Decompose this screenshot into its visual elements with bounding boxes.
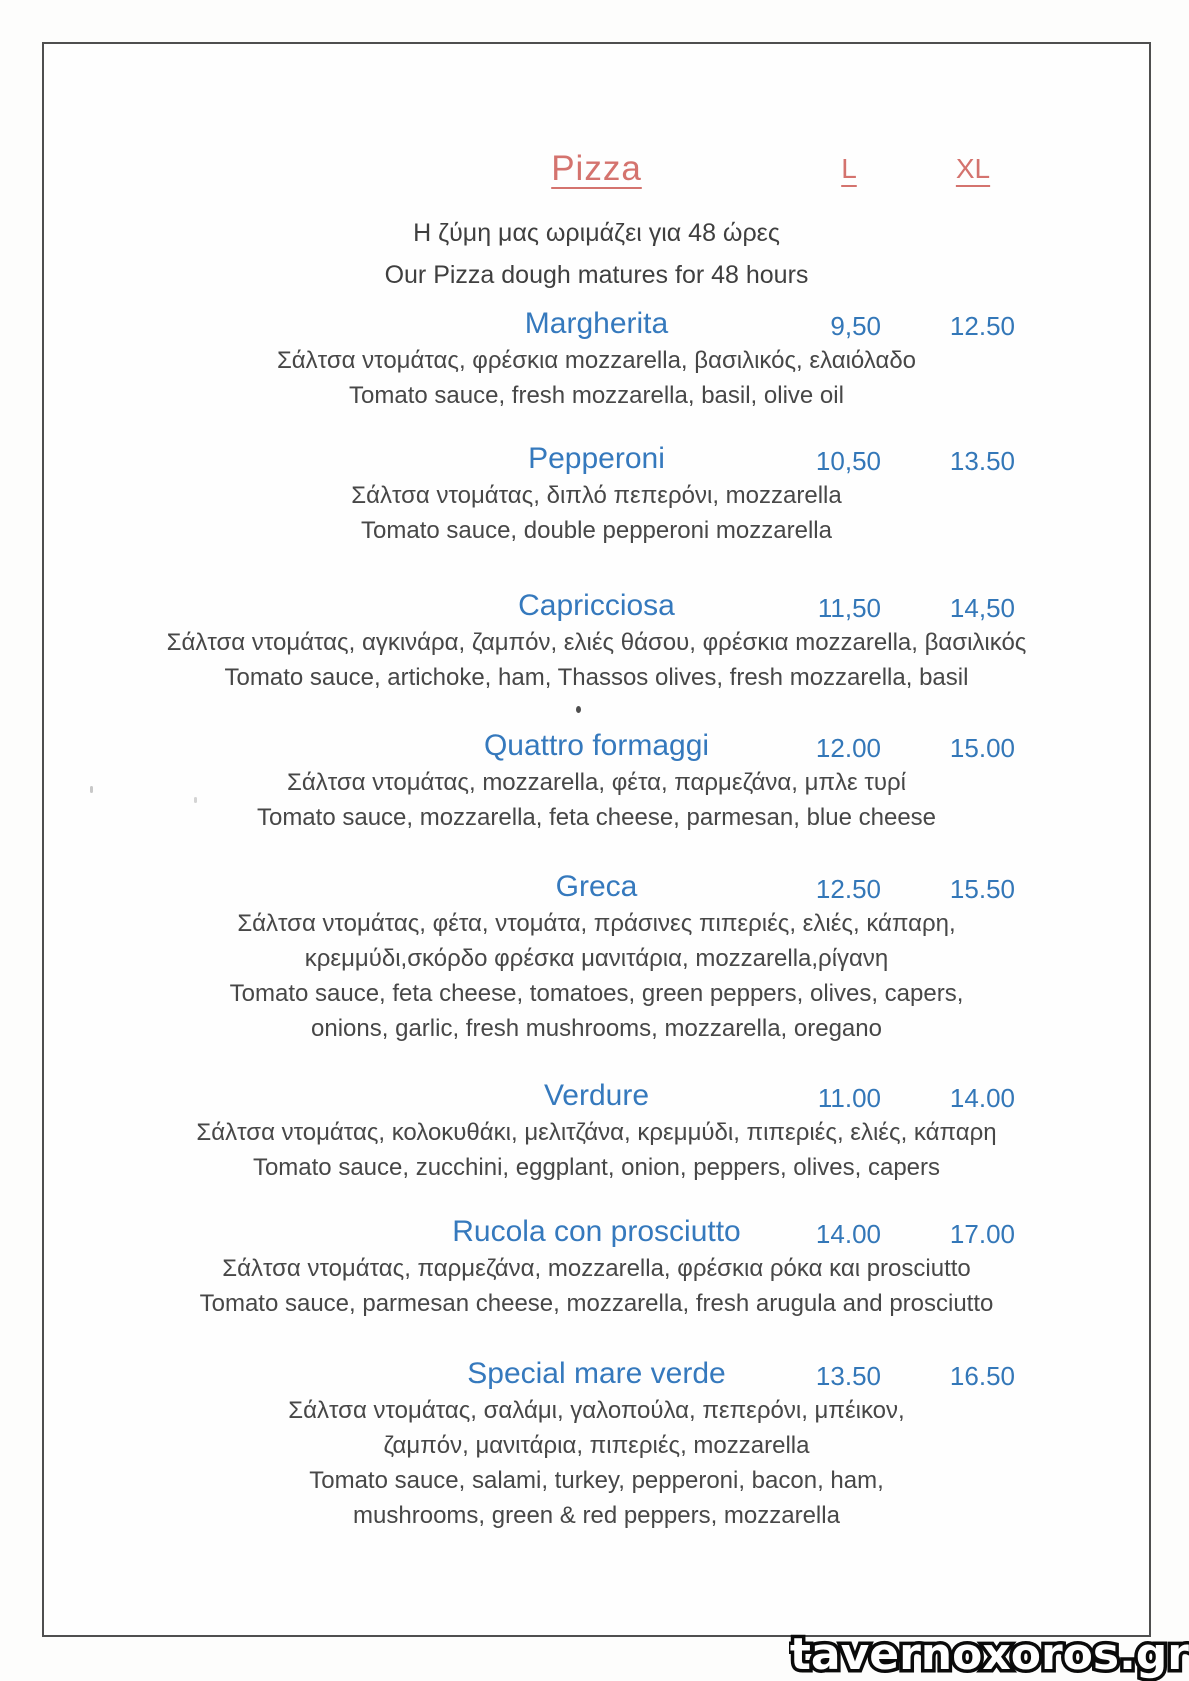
item-price-l: 9,50 [830, 311, 881, 341]
site-watermark [789, 1617, 1189, 1681]
dough-note-greek: Η ζύμη μας ωριμάζει για 48 ώρες [413, 219, 780, 247]
menu-item-quattro-formaggi [44, 727, 1149, 835]
item-desc-english: Tomato sauce, artichoke, ham, Thassos olives, fresh mozzarella, basil [224, 664, 969, 691]
size-column-header-xl: XL [955, 153, 991, 184]
item-price-l: 11,50 [817, 593, 881, 623]
item-desc-greek: Σάλτσα ντομάτας, σαλάμι, γαλοπούλα, πεπερόνι, μπέικον, [288, 1397, 905, 1424]
item-desc-english: Tomato sauce, zucchini, eggplant, onion, peppers, olives, capers [252, 1154, 941, 1181]
item-desc-english: mushrooms, green & red peppers, mozzarella [353, 1502, 840, 1529]
item-price-l: 12.00 [815, 733, 881, 763]
item-desc-greek: Σάλτσα ντομάτας, φέτα, ντομάτα, πράσινες πιπεριές, ελιές, κάπαρη, [237, 910, 956, 937]
item-price-xl: 16.50 [949, 1361, 1015, 1391]
menu-item-rucola-con-prosciutto [44, 1213, 1149, 1321]
item-price-xl: 14,50 [949, 593, 1015, 623]
item-name: Special mare verde [467, 1357, 726, 1390]
menu-item-pepperoni [44, 440, 1149, 548]
item-desc-english: Tomato sauce, parmesan cheese, mozzarella, fresh arugula and prosciutto [199, 1290, 994, 1317]
scan-artifact-dot [576, 706, 581, 713]
item-name: Margherita [524, 307, 669, 340]
menu-item-greca [44, 868, 1149, 1046]
item-price-l: 10,50 [815, 446, 881, 476]
item-name: Rucola con prosciutto [452, 1215, 741, 1248]
item-desc-english: Tomato sauce, feta cheese, tomatoes, green peppers, olives, capers, [229, 980, 964, 1007]
dough-note-english: Our Pizza dough matures for 48 hours [384, 261, 809, 289]
item-name: Capricciosa [518, 589, 675, 622]
item-desc-greek: Σάλτσα ντομάτας, παρμεζάνα, mozzarella, φρέσκια ρόκα και prosciutto [222, 1255, 971, 1282]
item-price-xl: 17.00 [949, 1219, 1015, 1249]
item-desc-english: Tomato sauce, fresh mozzarella, basil, olive oil [349, 382, 844, 409]
item-price-xl: 12.50 [949, 311, 1015, 341]
item-name: Quattro formaggi [483, 729, 710, 762]
menu-item-verdure [44, 1077, 1149, 1185]
site-watermark-text: tavernoxoros.gr [789, 1629, 1189, 1680]
menu-item-special-mare-verde [44, 1355, 1149, 1533]
item-desc-greek: Σάλτσα ντομάτας, κολοκυθάκι, μελιτζάνα, κρεμμύδι, πιπεριές, ελιές, κάπαρη [196, 1119, 997, 1146]
item-price-l: 13.50 [815, 1361, 881, 1391]
item-price-xl: 14.00 [949, 1083, 1015, 1113]
menu-item-margherita [44, 305, 1149, 413]
item-desc-english: Tomato sauce, double pepperoni mozzarella [361, 517, 832, 544]
page-border-frame [42, 42, 1151, 1637]
item-desc-english: onions, garlic, fresh mushrooms, mozzarella, oregano [311, 1015, 882, 1042]
item-name: Verdure [543, 1079, 650, 1112]
item-desc-greek: Σάλτσα ντομάτας, mozzarella, φέτα, παρμεζάνα, μπλε τυρί [287, 769, 906, 796]
item-price-l: 11.00 [817, 1083, 881, 1113]
item-price-xl: 15.00 [949, 733, 1015, 763]
item-desc-greek: Σάλτσα ντομάτας, φρέσκια mozzarella, βασιλικός, ελαιόλαδο [276, 347, 917, 374]
item-price-xl: 15.50 [949, 874, 1015, 904]
item-desc-english: Tomato sauce, mozzarella, feta cheese, parmesan, blue cheese [256, 804, 937, 831]
item-desc-greek: Σάλτσα ντομάτας, διπλό πεπερόνι, mozzarella [351, 482, 842, 509]
item-name: Greca [555, 870, 638, 903]
item-price-l: 12.50 [815, 874, 881, 904]
size-column-header-l: L [841, 153, 857, 184]
item-desc-greek: Σάλτσα ντομάτας, αγκινάρα, ζαμπόν, ελιές θάσου, φρέσκια mozzarella, βασιλικός [166, 629, 1027, 656]
item-name: Pepperoni [528, 442, 665, 475]
item-desc-english: Tomato sauce, salami, turkey, pepperoni, bacon, ham, [309, 1467, 884, 1494]
menu-item-capricciosa [44, 587, 1149, 695]
menu-title: Pizza [551, 149, 642, 188]
item-price-l: 14.00 [815, 1219, 881, 1249]
item-desc-greek: ζαμπόν, μανιτάρια, πιπεριές, mozzarella [383, 1432, 810, 1459]
item-price-xl: 13.50 [949, 446, 1015, 476]
item-desc-greek: κρεμμύδι,σκόρδο φρέσκα μανιτάρια, mozzarella,ρίγανη [304, 945, 889, 972]
